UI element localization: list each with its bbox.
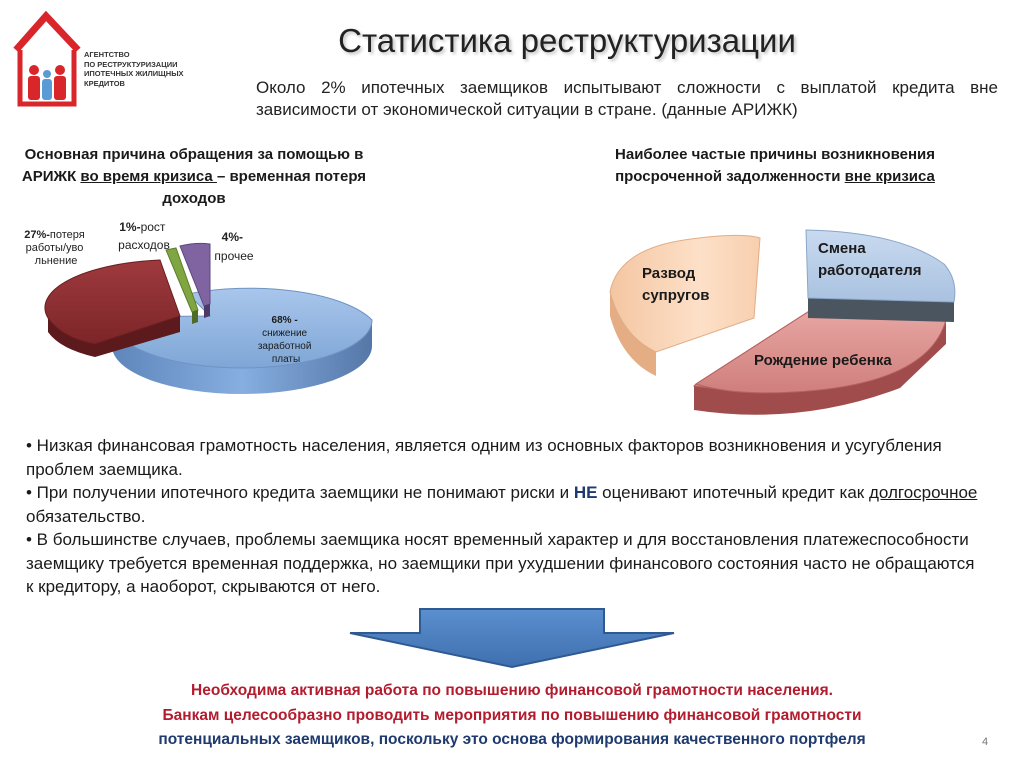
family-icon <box>28 65 66 100</box>
bullet-item: • Низкая финансовая грамотность населения, является одним из основных факторов возникновения и усугубления проблем заемщика. <box>26 436 942 479</box>
down-arrow-icon <box>342 607 682 669</box>
intro-text: Около 2% ипотечных заемщиков испытывают сложности с выплатой кредита вне зависимости от экономической ситуации в стране. (данные АРИЖК) <box>256 78 998 119</box>
bullet-item: • При получении ипотечного кредита заемщики не понимают риски и НЕ оценивают ипотечный кредит как долгосрочное обязательство. <box>26 483 978 526</box>
left-pie-chart <box>0 214 440 410</box>
conclusion-line: Банкам целесообразно проводить мероприятия по повышению финансовой грамотности <box>162 706 862 724</box>
label-decrease-salary: 68% - снижение заработной платы <box>257 315 312 365</box>
conclusion-line: Необходима активная работа по повышению финансовой грамотности населения. <box>191 682 833 699</box>
bullet-item: • В большинстве случаев, проблемы заемщика носят временный характер и для восстановления платежеспособности заемщику требуется временная поддержка, но заемщики при ухудшении финансового состояния часто не обращаются к кредитору, а наоборот, скрываются от него. <box>26 530 975 596</box>
page-number: 4 <box>982 736 989 748</box>
conclusion-line: потенциальных заемщиков, поскольку это основа формирования качественного портфеля <box>158 731 866 748</box>
label-job-change: Смена работодателя <box>818 240 922 279</box>
conclusion-text <box>60 679 964 753</box>
page-title: Статистика реструктуризации <box>338 22 796 59</box>
label-divorce: Развод супругов <box>642 265 710 304</box>
label-job-loss: 27%-потеря работы/уво льнение <box>24 229 85 267</box>
logo-text: АГЕНТСТВО ПО РЕСТРУКТУРИЗАЦИИ ИПОТЕЧНЫХ ЖИЛИЩНЫХ КРЕДИТОВ <box>84 50 184 88</box>
slice-other-side <box>204 304 210 318</box>
right-pie-chart <box>600 220 970 420</box>
bullet-list <box>26 434 986 599</box>
left-chart-title: Основная причина обращения за помощью в АРИЖК во время кризиса – временная потеря доходов <box>21 146 367 207</box>
label-childbirth: Рождение ребенка <box>754 352 892 369</box>
right-chart-title: Наиболее частые причины возникновения просроченной задолженности вне кризиса <box>615 146 935 185</box>
label-expense-growth: 1%-рост расходов <box>118 220 170 252</box>
label-other: 4%- прочее <box>214 230 254 263</box>
slice-expense-growth-side <box>192 310 198 324</box>
